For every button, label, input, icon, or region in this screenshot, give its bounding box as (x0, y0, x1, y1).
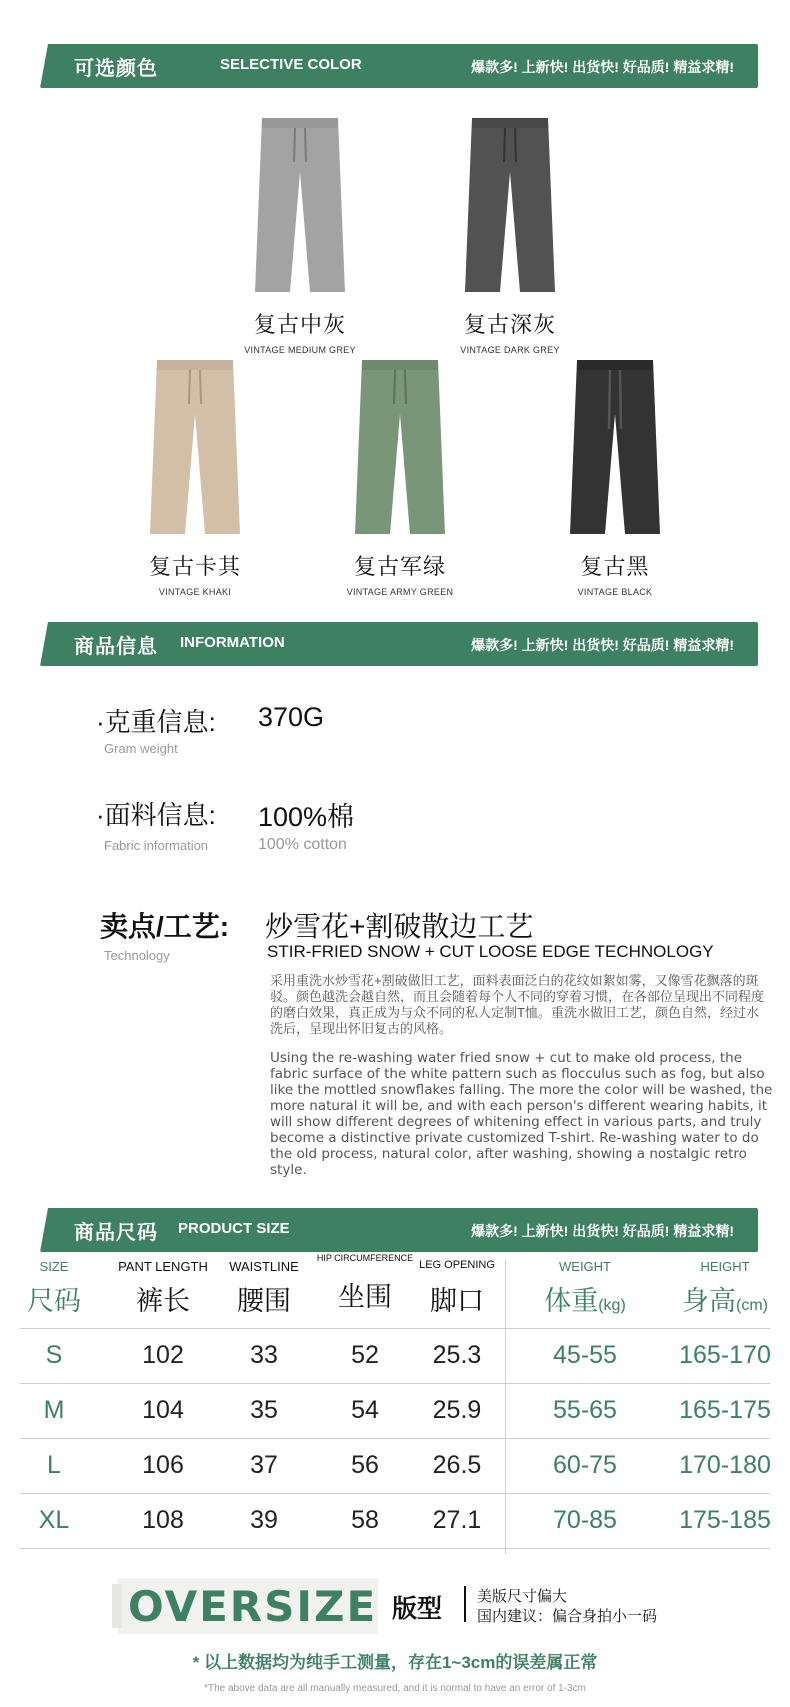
color-name-en: VINTAGE DARK GREY (460, 345, 560, 355)
color-option-medium-grey[interactable] (215, 112, 385, 355)
color-name-cn: 复古黑 (580, 554, 650, 579)
fabric-label: ·面料信息: (96, 800, 216, 830)
disclaimer-en: *The above data are all manually measured, and it is normal to have an error of 1-3cm (204, 1683, 586, 1694)
color-option-dark-grey[interactable] (425, 112, 595, 355)
fit-label: 版型 (392, 1595, 443, 1623)
gram-weight-label: ·克重信息: (96, 707, 216, 737)
gram-weight-label-en: Gram weight (104, 741, 178, 756)
pants-image (460, 112, 560, 302)
oversize-text: OVERSIZE (128, 1582, 378, 1631)
technology-value: 炒雪花+割破散边工艺 (265, 911, 534, 942)
disclaimer-cn: * 以上数据均为纯手工测量，存在1~3cm的误差属正常 (192, 1653, 598, 1672)
technology-value-en: STIR-FRIED SNOW + CUT LOOSE EDGE TECHNOLOGY (267, 942, 714, 961)
header-weight: WEIGHT 体重(kg) (544, 1259, 626, 1316)
banner-title-en: PRODUCT SIZE (178, 1220, 290, 1237)
section-banner-colors (40, 44, 758, 88)
pants-image (250, 112, 350, 302)
table-row: S 102 33 52 25.3 45-55 165-170 (45, 1341, 771, 1369)
gram-weight-value: 370G (258, 702, 325, 732)
technology-label-en: Technology (104, 948, 170, 963)
banner-title-en: INFORMATION (180, 634, 285, 651)
color-name-cn: 复古军绿 (353, 554, 446, 579)
table-row: M 104 35 54 25.9 55-65 165-175 (43, 1396, 771, 1424)
fabric-value: 100%棉 (258, 802, 355, 832)
color-name-en: VINTAGE BLACK (577, 587, 653, 597)
row-separator (20, 1548, 770, 1549)
header-hip-circumference: HIP CIRCUMFERENCE 坐围 (316, 1253, 414, 1312)
banner-title-en: SELECTIVE COLOR (220, 56, 362, 73)
header-pant-length: PANT LENGTH 裤长 (118, 1259, 208, 1316)
fit-note-suggestion: 国内建议：偏合身拍小一码 (477, 1608, 658, 1625)
banner-title-cn: 可选颜色 (74, 58, 158, 80)
fit-divider (464, 1586, 466, 1622)
color-option-army-green[interactable] (315, 354, 485, 597)
color-name-cn: 复古卡其 (148, 554, 241, 579)
color-option-black[interactable] (530, 354, 700, 597)
table-header-row (20, 1253, 770, 1328)
technology-label: 卖点/工艺: (100, 911, 230, 942)
size-table (20, 1253, 770, 1548)
table-row: XL 108 39 58 27.1 70-85 175-185 (38, 1506, 771, 1534)
color-option-khaki[interactable] (110, 354, 280, 597)
banner-title-cn: 商品尺码 (74, 1222, 158, 1244)
banner-title-cn: 商品信息 (74, 636, 158, 658)
fabric-label-en: Fabric information (104, 838, 209, 853)
header-waistline: WAISTLINE 腰围 (229, 1259, 299, 1316)
pants-image (565, 354, 665, 544)
banner-slogan: 爆款多! 上新快! 出货快! 好品质! 精益求精! (471, 1223, 734, 1239)
color-name-en: VINTAGE MEDIUM GREY (244, 345, 356, 355)
oversize-badge (118, 1578, 378, 1634)
pants-image (145, 354, 245, 544)
section-banner-size (40, 1208, 758, 1252)
banner-slogan: 爆款多! 上新快! 出货快! 好品质! 精益求精! (471, 59, 734, 75)
header-height: HEIGHT 身高(cm) (682, 1259, 768, 1316)
pants-image (350, 354, 450, 544)
color-name-cn: 复古深灰 (463, 312, 556, 337)
header-leg-opening: LEG OPENING 脚口 (419, 1259, 495, 1316)
color-name-cn: 复古中灰 (253, 312, 346, 337)
banner-slogan: 爆款多! 上新快! 出货快! 好品质! 精益求精! (471, 637, 734, 653)
technology-description-cn: 采用重洗水炒雪花+割破做旧工艺，面料表面泛白的花纹如絮如雾，又像雪花飘落的斑驳。颜色越洗会越自然，而且会随着每个人不同的穿着习惯，在各部位呈现出不同程度的磨白效果，真正成为与众不同的私人定制T恤。重洗水做旧工艺，颜色自然，经过水洗后，呈现出怀旧复古的风格。 (270, 973, 765, 1036)
color-name-en: VINTAGE KHAKI (158, 587, 232, 597)
technology-description-en: Using the re-washing water fried snow + cut to make old process, the fabric surface of the white pattern such as flocculus such as fog, but also like the mottled snowflakes falling. The more the color will be washed, the more natural it will be, and with each person's different wearing habits, it will show different degrees of whitening effect in various parts, and truly become a distinctive private customized T-shirt. Re-washing water to do the old process, natural color, after washing, showing a nostalgic retro style. (270, 1050, 773, 1178)
color-name-en: VINTAGE ARMY GREEN (346, 587, 454, 597)
table-row: L 106 37 56 26.5 60-75 170-180 (47, 1451, 771, 1479)
header-size: SIZE 尺码 (27, 1259, 81, 1316)
section-banner-information (40, 622, 758, 666)
fabric-value-en: 100% cotton (258, 836, 347, 853)
fit-note-us-size: 美版尺寸偏大 (477, 1588, 568, 1605)
